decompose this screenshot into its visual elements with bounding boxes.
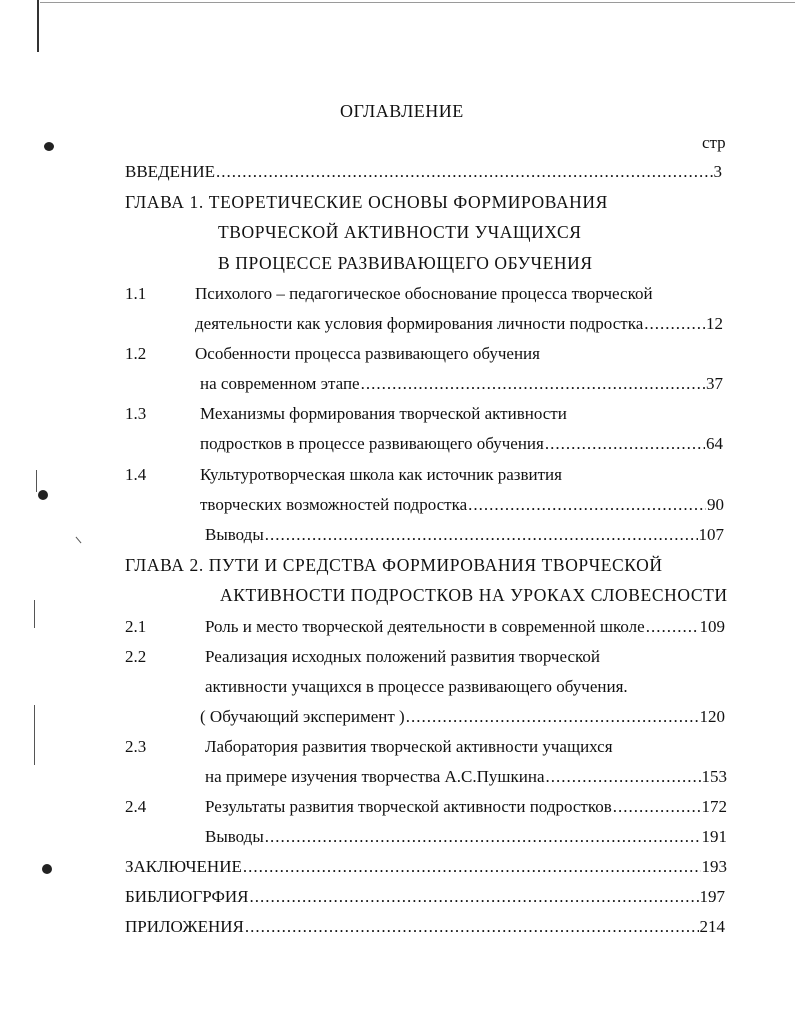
page-column-label: стр [702, 133, 726, 152]
hole-punch-mark [44, 142, 54, 151]
section-title: Особенности процесса развивающего обучения [195, 344, 540, 363]
entry-label: Роль и место творческой деятельности в современной школе [205, 617, 645, 636]
toc-entry-2-2 [200, 707, 725, 727]
toc-entry-2-3 [205, 767, 727, 787]
leader-dots [613, 797, 701, 817]
leader-dots [545, 434, 705, 454]
toc-entry-bibliography [125, 887, 725, 907]
entry-label: на современном этапе [200, 374, 360, 393]
hole-punch-mark [38, 490, 48, 500]
entry-label: ( Обучающий эксперимент ) [200, 707, 405, 726]
toc-entry-1-2 [200, 374, 723, 394]
toc-entry-ch2-conclusions [205, 827, 727, 847]
entry-page: 3 [713, 162, 722, 181]
entry-page: 172 [701, 797, 727, 816]
chapter-2-heading-line2: АКТИВНОСТИ ПОДРОСТКОВ НА УРОКАХ СЛОВЕСНОСТИ [220, 585, 728, 605]
entry-label: ПРИЛОЖЕНИЯ [125, 917, 244, 936]
chapter-2-heading: ГЛАВА 2. ПУТИ И СРЕДСТВА ФОРМИРОВАНИЯ ТВОРЧЕСКОЙ [125, 555, 663, 575]
section-number: 1.3 [125, 404, 147, 423]
section-title: Культуротворческая школа как источник развития [200, 465, 562, 484]
section-title: Реализация исходных положений развития творческой [205, 647, 600, 666]
toc-entry-appendices [125, 917, 725, 937]
section-title: Психолого – педагогическое обоснование процесса творческой [195, 284, 653, 303]
section-title: Лаборатория развития творческой активности учащихся [205, 737, 613, 756]
entry-label: деятельности как условия формирования личности подростка [195, 314, 644, 333]
entry-page: 107 [698, 525, 724, 544]
entry-page: 120 [699, 707, 725, 726]
entry-page: 90 [707, 495, 724, 514]
leader-dots [361, 374, 705, 394]
toc-entry-conclusion [125, 857, 727, 877]
section-number: 2.4 [125, 797, 147, 816]
leader-dots [243, 857, 701, 877]
leader-dots [265, 525, 698, 545]
section-number: 2.1 [125, 617, 147, 636]
entry-label: ЗАКЛЮЧЕНИЕ [125, 857, 242, 876]
chapter-1-heading-line2: ТВОРЧЕСКОЙ АКТИВНОСТИ УЧАЩИХСЯ [218, 222, 582, 242]
entry-page: 109 [699, 617, 725, 636]
page-title: ОГЛАВЛЕНИЕ [340, 101, 464, 121]
entry-label: Выводы [205, 827, 264, 846]
entry-page: 12 [706, 314, 723, 333]
toc-entry-1-1 [195, 314, 723, 334]
hole-punch-mark [42, 864, 52, 874]
toc-entry-ch1-conclusions [205, 525, 724, 545]
entry-label: на примере изучения творчества А.С.Пушкина [205, 767, 545, 786]
entry-page: 214 [699, 917, 725, 936]
leader-dots [646, 617, 699, 637]
leader-dots [406, 707, 699, 727]
toc-entry-1-3 [200, 434, 723, 454]
section-number: 1.4 [125, 465, 147, 484]
section-number: 2.3 [125, 737, 147, 756]
leader-dots [216, 162, 713, 182]
scan-mark [34, 705, 35, 765]
chapter-1-heading-line3: В ПРОЦЕССЕ РАЗВИВАЮЩЕГО ОБУЧЕНИЯ [218, 253, 593, 273]
entry-label: БИБЛИОГРФИЯ [125, 887, 249, 906]
scan-mark [36, 470, 37, 492]
entry-label: Результаты развития творческой активности подростков [205, 797, 612, 816]
section-number: 2.2 [125, 647, 147, 666]
entry-page: 193 [701, 857, 727, 876]
scan-mark [34, 600, 35, 628]
entry-label: подростков в процессе развивающего обучения [200, 434, 544, 453]
entry-label: Выводы [205, 525, 264, 544]
toc-entry-1-4 [200, 495, 724, 515]
leader-dots [265, 827, 701, 847]
section-title-line2: активности учащихся в процессе развивающего обучения. [205, 677, 628, 696]
scan-margin-line [37, 0, 39, 52]
entry-page: 37 [706, 374, 723, 393]
entry-page: 64 [706, 434, 723, 453]
leader-dots [644, 314, 705, 334]
leader-dots [250, 887, 699, 907]
entry-label: ВВЕДЕНИЕ [125, 162, 215, 181]
section-number: 1.2 [125, 344, 147, 363]
toc-entry-2-4 [205, 797, 727, 817]
scan-mark [76, 537, 82, 544]
toc-entry-2-1 [205, 617, 725, 637]
scan-edge-line [40, 2, 795, 3]
chapter-1-heading: ГЛАВА 1. ТЕОРЕТИЧЕСКИЕ ОСНОВЫ ФОРМИРОВАНИЯ [125, 192, 608, 212]
leader-dots [546, 767, 701, 787]
section-title: Механизмы формирования творческой активности [200, 404, 567, 423]
entry-page: 153 [701, 767, 727, 786]
entry-page: 191 [701, 827, 727, 846]
entry-page: 197 [699, 887, 725, 906]
entry-label: творческих возможностей подростка [200, 495, 468, 514]
leader-dots [245, 917, 699, 937]
section-number: 1.1 [125, 284, 147, 303]
toc-entry-intro [125, 162, 722, 182]
leader-dots [468, 495, 706, 515]
